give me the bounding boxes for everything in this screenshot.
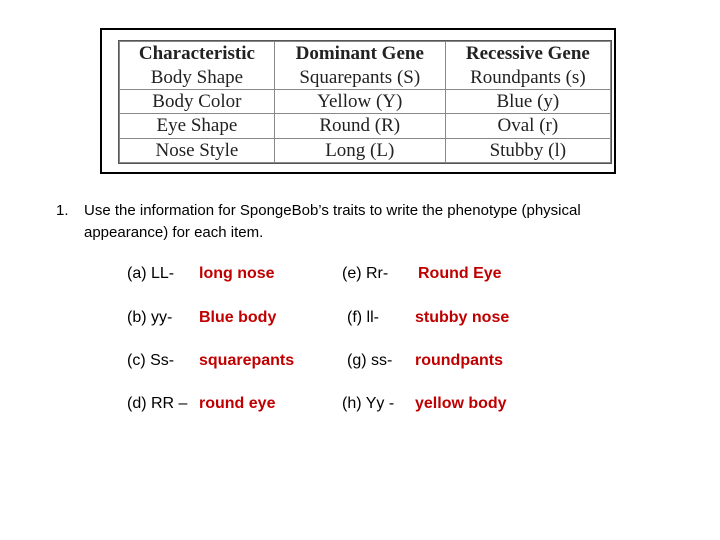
item-e-answer: Round Eye — [418, 265, 502, 282]
header-recessive-gene: Recessive Gene — [445, 42, 610, 66]
item-b-label: (b) yy- — [127, 309, 173, 326]
item-d-answer: round eye — [199, 395, 276, 412]
table-cell: Body Shape — [120, 65, 275, 89]
item-c-label: (c) Ss- — [127, 352, 175, 369]
table-row — [120, 89, 611, 113]
item-e-label: (e) Rr- — [342, 265, 389, 282]
table-cell: Round (R) — [274, 114, 445, 138]
table-cell: Stubby (l) — [445, 138, 610, 162]
table-cell: Roundpants (s) — [445, 65, 610, 89]
table-row — [120, 65, 611, 89]
table-cell: Nose Style — [120, 138, 275, 162]
table-cell: Yellow (Y) — [274, 89, 445, 113]
item-f-label: (f) ll- — [347, 309, 379, 326]
item-c-answer: squarepants — [199, 352, 295, 369]
item-f-answer: stubby nose — [415, 309, 510, 326]
table-header-row — [120, 42, 611, 66]
question-text: Use the information for SpongeBob’s traits to write the phenotype (physical appearance) for each item. — [84, 202, 581, 241]
table-row — [120, 138, 611, 162]
table-cell: Long (L) — [274, 138, 445, 162]
table-row — [120, 114, 611, 138]
table-cell: Oval (r) — [445, 114, 610, 138]
item-a-answer: long nose — [199, 265, 275, 282]
item-d-label: (d) RR – — [127, 395, 188, 412]
item-h-label: (h) Yy - — [342, 395, 395, 412]
item-a-label: (a) LL- — [127, 265, 175, 282]
header-characteristic: Characteristic — [120, 42, 275, 66]
item-b-answer: Blue body — [199, 309, 277, 326]
item-g-label: (g) ss- — [347, 352, 393, 369]
question-number: 1. — [56, 202, 69, 219]
table-cell: Blue (y) — [445, 89, 610, 113]
item-h-answer: yellow body — [415, 395, 507, 412]
table-cell: Body Color — [120, 89, 275, 113]
traits-table — [119, 41, 611, 163]
traits-table-image — [100, 28, 616, 174]
table-cell: Eye Shape — [120, 114, 275, 138]
table-cell: Squarepants (S) — [274, 65, 445, 89]
header-dominant-gene: Dominant Gene — [274, 42, 445, 66]
item-g-answer: roundpants — [415, 352, 503, 369]
